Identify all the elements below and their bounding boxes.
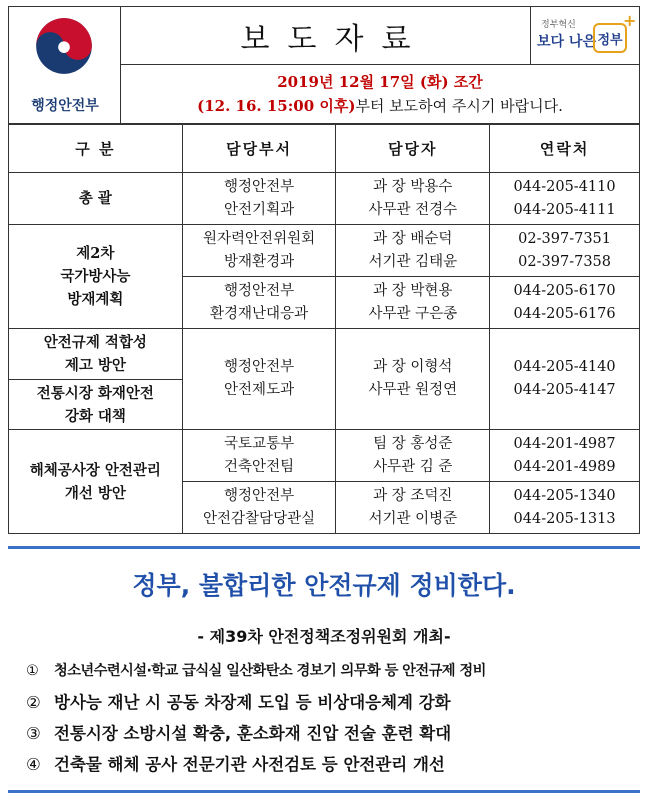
department-cell: 행정안전부 안전기획과 [182,173,336,225]
badge-small-text: 정부혁신 [541,20,576,30]
table-row [9,430,640,482]
person-cell: 과 장 조덕진 서기관 이병준 [336,482,490,534]
header-category: 구 분 [9,125,183,173]
table-header-row [9,125,640,173]
header-person: 담당자 [336,125,490,173]
table-row [9,329,640,430]
embargo-time: (12. 16. 15:00 이후) [197,97,356,115]
list-item [26,656,640,687]
category-market-fire-safety: 전통시장 화재안전 강화 대책 [9,379,182,429]
list-item [26,687,640,718]
headline: 정부, 불합리한 안전규제 정비한다. [132,571,516,600]
release-info [121,65,639,123]
item-number: ② [26,693,41,712]
list-item [26,718,640,749]
contact-table [8,124,640,534]
list-item [26,749,640,780]
table-row [9,225,640,277]
category-cell: 제2차 국가방사능 방재계획 [9,225,183,329]
department-cell: 행정안전부 환경재난대응과 [182,277,336,329]
category-cell [9,329,183,430]
category-safety-regulation: 안전규제 적합성 제고 방안 [43,334,147,374]
phone-cell: 044-205-6170 044-205-6176 [490,277,640,329]
table-row [9,173,640,225]
government-innovation-badge [531,7,639,65]
person-cell: 팀 장 홍성준 사무관 김 준 [336,430,490,482]
department-cell: 행정안전부 안전감찰담당관실 [182,482,336,534]
plus-icon: + [623,11,637,30]
category-cell: 해체공사장 안전관리 개선 방안 [9,430,183,534]
divider-bottom [8,790,640,793]
item-number: ① [26,663,39,679]
department-cell: 원자력안전위원회 방재환경과 [182,225,336,277]
category-cell: 총 괄 [9,173,183,225]
item-number: ④ [26,755,41,774]
header-department: 담당부서 [182,125,336,173]
phone-cell: 044-205-1340 044-205-1313 [490,482,640,534]
item-text: 청소년수련시설·학교 급식실 일산화탄소 경보기 의무화 등 안전규제 정비 [54,663,486,679]
phone-cell: 02-397-7351 02-397-7358 [490,225,640,277]
department-cell: 행정안전부 안전제도과 [182,329,336,430]
ministry-logo [9,7,121,123]
person-cell: 과 장 이형석 사무관 원정연 [336,329,490,430]
subtitle: - 제39차 안전정책조정위원회 개최- [197,627,451,646]
header-contact: 연락처 [490,125,640,173]
phone-cell: 044-205-4140 044-205-4147 [490,329,640,430]
phone-cell: 044-205-4110 044-205-4111 [490,173,640,225]
badge-main-text: 보다 나은 [537,34,596,50]
taegeuk-emblem-icon [35,17,93,75]
phone-cell: 044-201-4987 044-201-4989 [490,430,640,482]
divider-top [8,546,640,549]
item-text: 건축물 해체 공사 전문기관 사전검토 등 안전관리 개선 [54,755,445,774]
department-cell: 국토교통부 건축안전팀 [182,430,336,482]
release-date: 2019년 12월 17일 (화) 조간 [277,73,483,91]
title-box [121,7,531,65]
press-release-header [8,6,640,124]
person-cell: 과 장 배순덕 서기관 김태윤 [336,225,490,277]
embargo-notice [121,95,639,116]
embargo-text: 부터 보도하여 주시기 바랍니다. [355,97,563,115]
item-text: 전통시장 소방시설 확충, 훈소화재 진압 전술 훈련 확대 [54,724,452,743]
person-cell: 과 장 박용수 사무관 전경수 [336,173,490,225]
badge-boxed-text: 정부 [593,23,627,53]
person-cell: 과 장 박현용 사무관 구은종 [336,277,490,329]
item-text: 방사능 재난 시 공동 차장제 도입 등 비상대응체계 강화 [54,693,451,712]
ministry-logo-text: 행정안전부 [31,98,99,114]
key-points-list [26,656,640,780]
page-title: 보도자료 [240,21,429,57]
item-number: ③ [26,724,41,743]
